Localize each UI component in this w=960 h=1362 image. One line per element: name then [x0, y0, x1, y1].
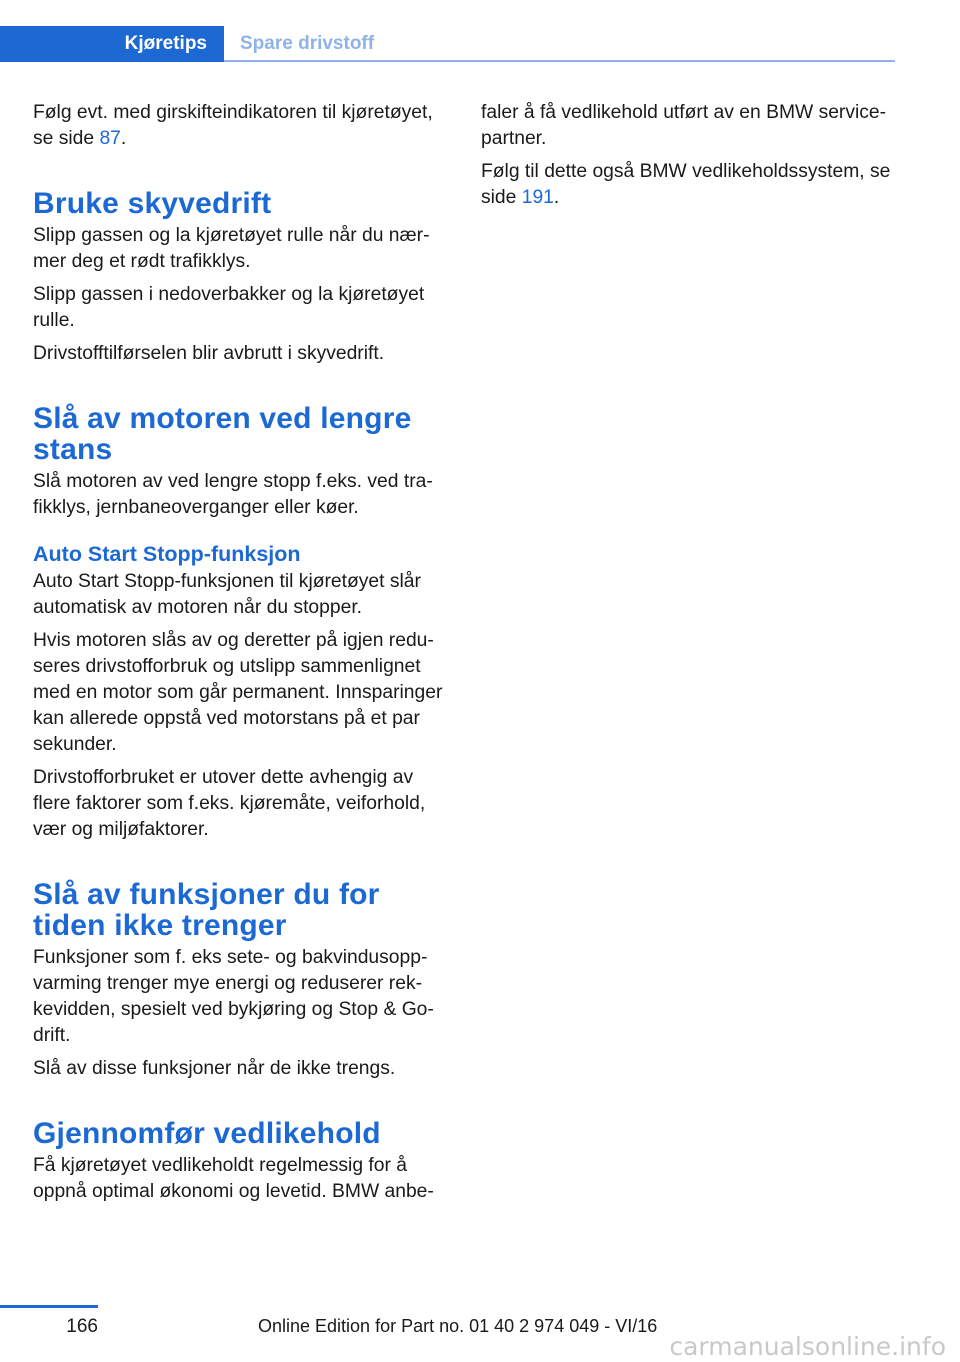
- header-bar: [0, 0, 960, 64]
- subheading-auto-start-stopp: Auto Start Stopp-funksjon: [33, 542, 301, 566]
- header-divider: [224, 60, 895, 62]
- intro-text: Følg evt. med girskifteindikatoren til kjøretøyet, se side: [33, 102, 433, 149]
- heading-gjennomfor-vedlikehold: Gjennomfør vedlikehold: [33, 1117, 381, 1150]
- page-link-87[interactable]: 87: [99, 128, 121, 149]
- edition-text: Online Edition for Part no. 01 40 2 974 049 - VI/16: [258, 1316, 658, 1336]
- watermark: carmanualsonline.info: [669, 1332, 946, 1361]
- heading-bruke-skyvedrift: Bruke skyvedrift: [33, 187, 272, 220]
- paragraph-after: .: [553, 187, 560, 208]
- paragraph: Få kjøretøyet vedlikeholdt regelmessig for å oppnå optimal økonomi og levetid. BMW anbe-: [33, 1155, 434, 1202]
- paragraph: Auto Start Stopp-funksjonen til kjøretøyet slår automatisk av motoren når du stopper.: [33, 571, 421, 618]
- tab-kjoretips[interactable]: Kjøretips: [0, 26, 224, 62]
- heading-sla-av-motoren: Slå av motoren ved lengre stans: [33, 402, 412, 466]
- paragraph: Drivstofforbruket er utover dette avhengig av flere faktorer som f.eks. kjøremåte, veiforhold, vær og miljøfaktorer.: [33, 767, 426, 840]
- paragraph-text: Følg til dette også BMW vedlikeholdssystem, se side: [481, 161, 891, 208]
- intro-after: .: [120, 128, 127, 149]
- paragraph: Slipp gassen og la kjøretøyet rulle når du nærmer deg et rødt trafikklys.: [33, 225, 430, 272]
- paragraph: Slipp gassen i nedoverbakker og la kjøretøyet rulle.: [33, 284, 425, 331]
- footer-accent-line: [0, 1305, 98, 1308]
- page-link-191[interactable]: 191: [521, 187, 554, 208]
- paragraph: Slå av disse funksjoner når de ikke trengs.: [33, 1058, 396, 1079]
- page-number: 166: [66, 1316, 98, 1337]
- paragraph: Funksjoner som f. eks sete- og bakvindusoppvarming trenger mye energi og reduserer rekkevidden, spesielt ved bykjøring og Stop & Go-drift.: [33, 947, 434, 1046]
- tab-spare-drivstoff[interactable]: Spare drivstoff: [240, 33, 375, 54]
- heading-sla-av-funksjoner: Slå av funksjoner du for tiden ikke trenger: [33, 878, 380, 942]
- left-column: [33, 100, 453, 1212]
- paragraph: Hvis motoren slås av og deretter på igjen reduseres drivstofforbruk og utslipp sammenlignet med en motor som går permanent. Innsparinger kan allerede oppstå ved motorstans på et par sekunder.: [33, 630, 443, 755]
- intro-paragraph: [33, 100, 453, 152]
- right-column: [481, 100, 901, 218]
- paragraph: Slå motoren av ved lengre stopp f.eks. ved trafikklys, jernbaneoverganger eller køer.: [33, 471, 433, 518]
- paragraph: Drivstofftilførselen blir avbrutt i skyvedrift.: [33, 343, 385, 364]
- paragraph: [481, 159, 901, 211]
- paragraph: faler å få vedlikehold utført av en BMW servicepartner.: [481, 102, 887, 149]
